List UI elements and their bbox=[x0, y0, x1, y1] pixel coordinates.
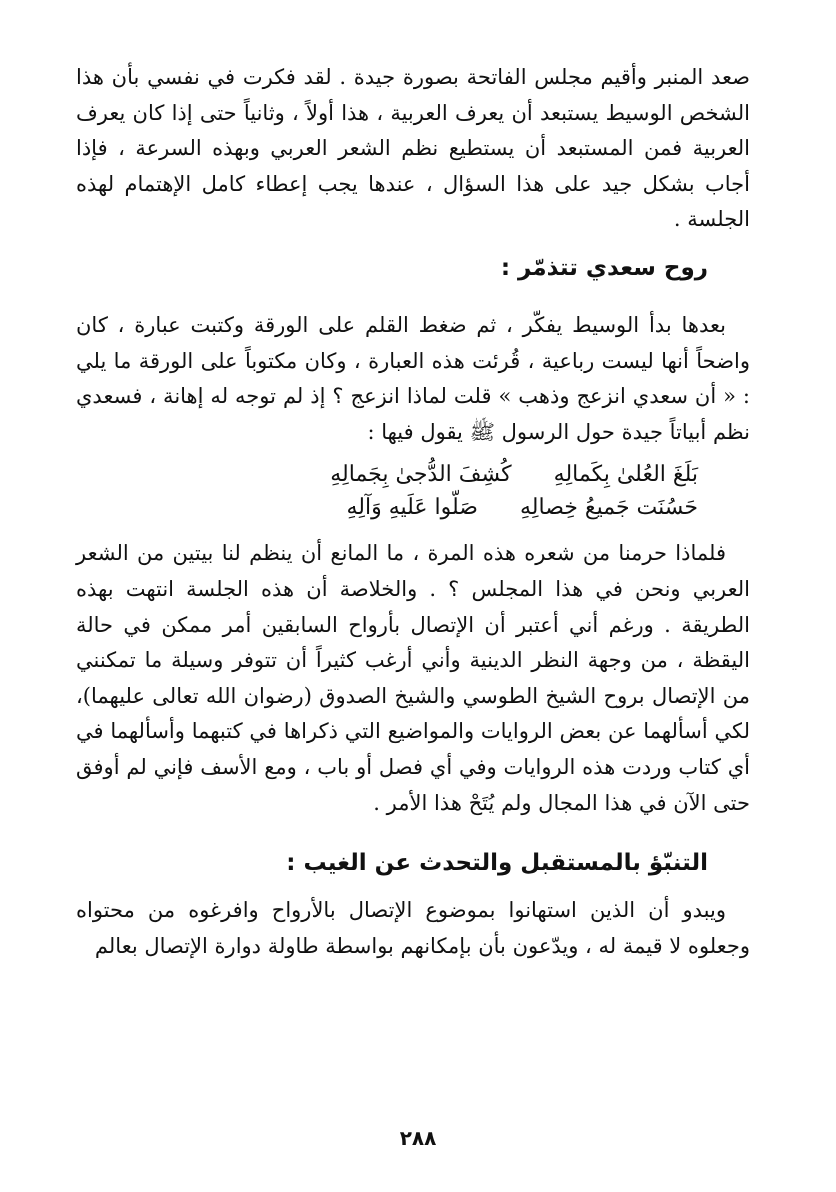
section-heading-saadi: روح سعدي تتذمّر : bbox=[500, 254, 708, 281]
poem-verse bbox=[76, 491, 698, 524]
paragraph-conclusion: فلماذا حرمنا من شعره هذه المرة ، ما المانع أن ينظم لنا بيتين من الشعر العربي ونحن في هذا المجلس ؟ . والخلاصة أن هذه الجلسة انتهت بهذه الطريقة . ورغم أني أعتبر أن الإتصال بأرواح السابقين أمر ممكن في حالة اليقظة ، من وجهة النظر الدينية وأني أرغب كثيراً أن تتوفر وسيلة ما تمكنني من الإتصال بروح الشيخ الطوسي والشيخ الصدوق (رضوان الله تعالى عليهما)، لكي أسألهما عن بعض الروايات والمواضيع التي ذكراها في كتبهما وأسألهما في أي كتاب وردت هذه الروايات وفي أي فصل أو باب ، ومع الأسف فإني لم أوفق حتى الآن في هذا المجال ولم يُتَحْ هذا الأمر . bbox=[76, 541, 750, 815]
verse-second-hemistich: كُشِفَ الدُّجىٰ بِجَمالِهِ bbox=[330, 462, 512, 488]
verse-first-hemistich: بَلَغَ العُلىٰ بِكَمالِهِ bbox=[553, 462, 698, 488]
paragraph-spirits: ويبدو أن الذين استهانوا بموضوع الإتصال بالأرواح وافرغوه من محتواه وجعلوه لا قيمة له ، ويدّعون بأن بإمكانهم بواسطة طاولة دوارة الإتصال بعالم bbox=[76, 898, 750, 958]
poem-verse bbox=[76, 458, 698, 491]
intro-paragraph: صعد المنبر وأقيم مجلس الفاتحة بصورة جيدة . لقد فكرت في نفسي بأن هذا الشخص الوسيط يستبعد أن يعرف العربية ، هذا أولاً ، وثانياً حتى إذا كان يعرف العربية فمن المستبعد أن يستطيع نظم الشعر العربي وبهذه السرعة ، فإذا أجاب بشكل جيد على هذا السؤال ، عندها يجب إعطاء كامل الإهتمام لهذه الجلسة . bbox=[76, 65, 751, 232]
poem-verses bbox=[76, 458, 750, 524]
section-heading-prophecy: التنبّؤ بالمستقبل والتحدث عن الغيب : bbox=[286, 850, 708, 877]
verse-second-hemistich: صَلّوا عَلَيهِ وَآلِهِ bbox=[346, 495, 478, 521]
verse-first-hemistich: حَسُنَت جَميعُ خِصالِهِ bbox=[520, 495, 698, 521]
paragraph-medium-writing: بعدها بدأ الوسيط يفكّر ، ثم ضغط القلم على الورقة وكتبت عبارة ، كان واضحاً أنها ليست رباعية ، قُرئت هذه العبارة ، وكان مكتوباً على الورقة ما يلي : « أن سعدي انزعج وذهب » قلت لماذا انزعج ؟ إذ لم توجه له إهانة ، فسعدي نظم أبياتاً جيدة حول الرسول ﷺ يقول فيها : bbox=[76, 312, 750, 444]
page-number: ٢٨٨ bbox=[399, 1126, 437, 1150]
